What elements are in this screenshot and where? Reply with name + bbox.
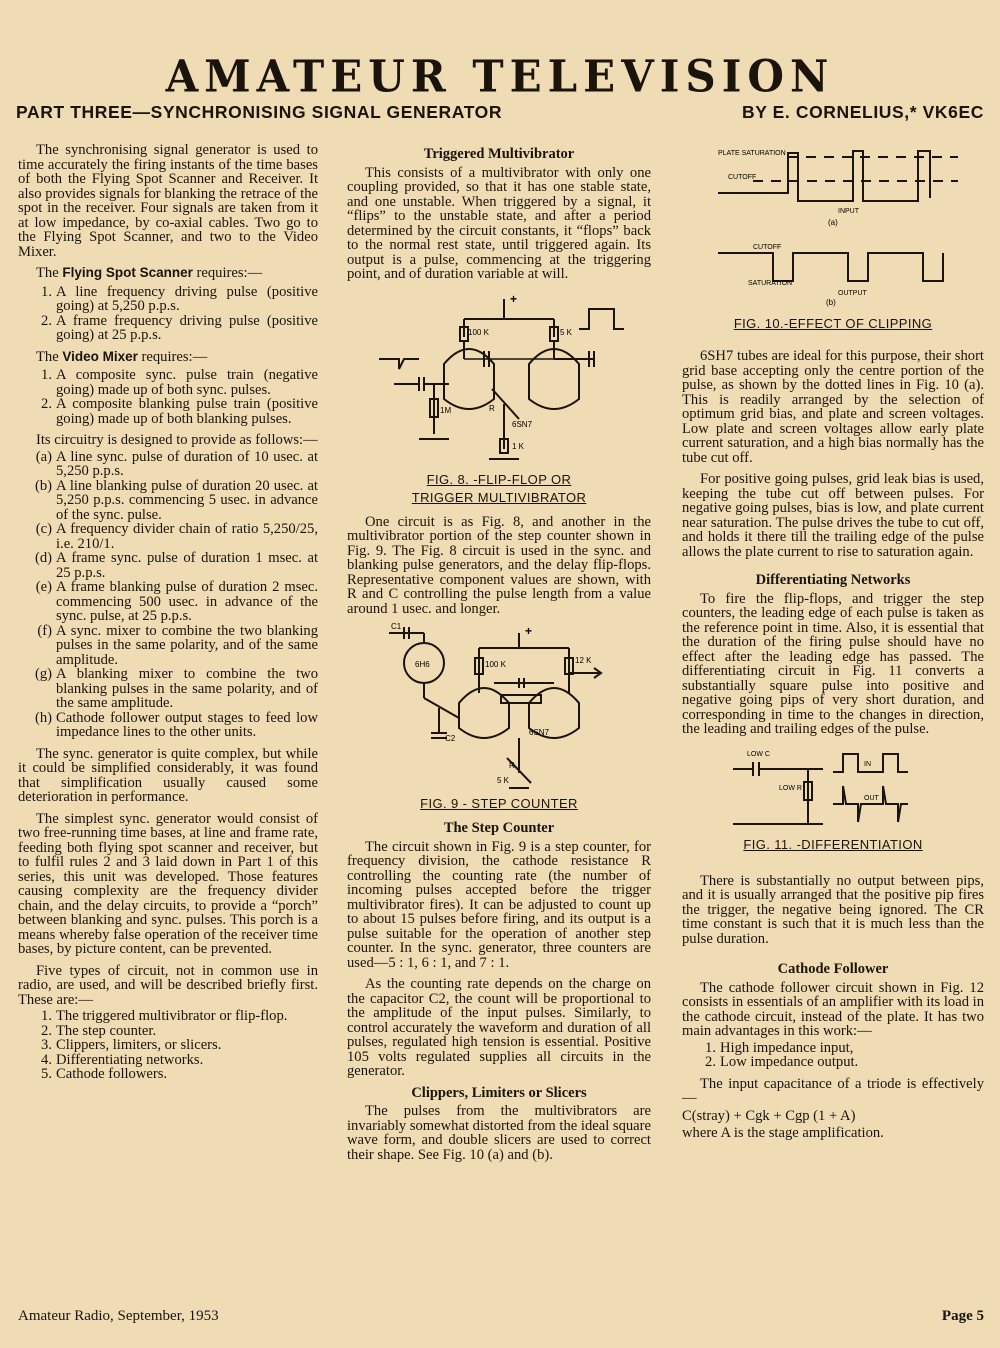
fig10-waveforms — [698, 143, 968, 313]
fig10-cutoff-a-label: CUTOFF — [728, 174, 757, 181]
paragraph: The input capacitance of a triode is effectively— — [682, 1075, 984, 1106]
list-item — [18, 667, 318, 711]
list-item — [18, 1067, 318, 1082]
paragraph: The simplest sync. generator would consist of two free-running time bases, at line and frame rate, feeding both flying spot scanner and receiver, but to fulfil rules 2 and 3 laid down in Part 1 of this series, this unit was developed. Those features causing complexity are the frequency divider chain, and the delay circuits, to provide a “porch” between blanking and sync. pulses. This porch is a means whereby false operation of the receiver time bases, by picture content, can be prevented. — [18, 810, 318, 957]
footer-page-number: Page 5 — [941, 1308, 984, 1324]
list-marker: 4. — [41, 1051, 52, 1068]
list-item — [18, 479, 318, 523]
paragraph: The circuit shown in Fig. 9 is a step counter, for frequency division, the cathode resistance R controlling the counting rate (the number of incoming pulses accepted before the trigger multivibrator fires). It can be adjusted to count up to about 15 pulses before firing, and its output is a pulse suitable for the operation of another step counter. In the sync. generator, three counters are used—5 : 1, 6 : 1, and 7 : 1. — [347, 838, 651, 971]
paragraph: One circuit is as Fig. 8, and another in the multivibrator portion of the step counter shown in Fig. 9. The Fig. 8 circuit is used in the sync. and blanking pulse generators, and the delay flip-flops. Representative component values are shown, with R and C controlling the pulse length from a value around 1 usec. and longer. — [347, 513, 651, 617]
fig11-in-label: IN — [864, 760, 871, 768]
article-part: PART THREE—SYNCHRONISING SIGNAL GENERATOR — [16, 102, 503, 122]
list-lead — [36, 350, 318, 365]
fig10-saturation-label: SATURATION — [748, 280, 793, 287]
list-marker: (d) — [34, 550, 52, 566]
list-item — [18, 368, 318, 397]
fig9-schematic — [379, 623, 619, 793]
list-item — [18, 1038, 318, 1053]
fig8-cathode-label: 1 K — [512, 441, 525, 451]
list-item — [18, 522, 318, 551]
list-item — [18, 711, 318, 740]
fig8-r1-label: 100 K — [468, 327, 489, 337]
column-1 — [18, 143, 318, 1089]
list-text: A line frequency driving pulse (positive going) at 5,250 p.p.s. — [56, 283, 318, 314]
list-text: A frequency divider chain of ratio 5,250/25, i.e. 210/1. — [56, 521, 318, 552]
list-marker: (a) — [35, 448, 52, 465]
footer-publication: Amateur Radio, September, 1953 — [18, 1308, 219, 1324]
paragraph: To fire the flip-flops, and trigger the step counters, the leading edge of each pulse is taken as the reference point in time. Also, it is essential that the duration of the firing pulse should have no effect after the leading edge has passed. The differentiating circuit in Fig. 11 converts a substantially square pulse into positive and negative going pips of very short duration, and corresponding in time to the changes in direction, the leading and trailing edges of the pulse. — [682, 590, 984, 737]
fig9-r-label: R — [509, 761, 515, 770]
list-text: A frame blanking pulse of duration 2 msec. commencing 500 usec. in advance of the sync. pulse, at 25 p.p.s. — [56, 579, 318, 624]
list-item — [18, 450, 318, 479]
fig8-r2-label: 5 K — [560, 327, 573, 337]
lead-term: Video Mixer — [62, 348, 138, 364]
list-lead — [36, 266, 318, 281]
vm-requirements-list — [18, 368, 318, 426]
list-item — [682, 1041, 984, 1056]
list-item — [18, 285, 318, 314]
list-text: A frame frequency driving pulse (positive going) at 25 p.p.s. — [56, 312, 318, 343]
paragraph: The sync. generator is quite complex, but while it could be simplified considerably, it was found that simplification usually caused some deterioration in performance. — [18, 745, 318, 805]
fig8-schematic — [374, 289, 624, 469]
fig8-tube-label: 6SN7 — [512, 419, 533, 429]
list-marker: (b) — [34, 477, 52, 494]
list-marker: (e) — [35, 579, 52, 595]
list-marker: (g) — [34, 666, 52, 682]
list-text: The triggered multivibrator or flip-flop. — [56, 1008, 288, 1024]
paragraph: The pulses from the multivibrators are invariably somewhat distorted from the ideal square wave form, and double slicers are used to correct their shape. See Fig. 10 (a) and (b). — [347, 1103, 651, 1163]
list-marker: (f) — [37, 622, 52, 639]
fig10-caption: FIG. 10.-EFFECT OF CLIPPING — [733, 316, 933, 331]
fig9-cathode-label: 5 K — [497, 776, 510, 785]
list-marker: 2. — [41, 312, 52, 329]
article-byline: BY E. CORNELIUS,* VK6EC — [741, 102, 984, 122]
list-text: A composite sync. pulse train (negative going) made up of both sync. pulses. — [56, 367, 318, 398]
list-text: Cathode follower output stages to feed low impedance lines to the other units. — [56, 709, 318, 740]
fig9-c1-label: C1 — [391, 623, 402, 631]
list-marker: 2. — [705, 1054, 716, 1070]
section-heading: Differentiating Networks — [755, 572, 911, 588]
fig9-r2-label: 12 K — [575, 656, 592, 665]
paragraph: This consists of a multivibrator with only one coupling provided, so that it has one stable state, and one unstable. When triggered by a signal, it “flips” to the unstable state, and after a period determined by the circuit constants, it “flops” back to the normal rest state, until triggered again. Its output is a pulse, commencing at the triggering point, and of duration variable at will. — [347, 164, 651, 282]
advantages-list — [682, 1041, 984, 1070]
fig9-bplus-label: + — [525, 624, 533, 638]
fig11-lowc-label: LOW C — [747, 750, 770, 758]
list-text: A line sync. pulse of duration of 10 usec. at 5,250 p.p.s. — [56, 448, 318, 479]
list-text: A composite blanking pulse train (positive going) made up of both blanking pulses. — [56, 396, 318, 427]
fig11-schematic — [733, 744, 933, 834]
fig8-r-label: R — [489, 403, 495, 413]
column-3 — [682, 143, 984, 1141]
section-heading: The Step Counter — [443, 820, 555, 836]
paragraph: The cathode follower circuit shown in Fig. 12 consists in essentials of an amplifier with its load in the cathode circuit, instead of the plate. It has two main advantages in this work:— — [682, 979, 984, 1039]
list-text: Cathode followers. — [56, 1066, 168, 1082]
list-item — [18, 397, 318, 426]
fig10-cutoff-b-label: CUTOFF — [753, 244, 782, 251]
list-text: A frame sync. pulse of duration 1 msec. at 25 p.p.s. — [56, 550, 318, 581]
list-text: The step counter. — [56, 1022, 157, 1039]
paragraph: Five types of circuit, not in common use in radio, are used, and will be described briefly first. These are:— — [18, 962, 318, 1008]
list-text: Differentiating networks. — [56, 1051, 204, 1068]
article-title: AMATEUR TELEVISION — [165, 50, 835, 103]
lead-text: The — [36, 265, 59, 281]
fig11-lowr-label: LOW R — [779, 784, 802, 792]
fig9-caption: FIG. 9 - STEP COUNTER — [420, 796, 578, 811]
list-text: A sync. mixer to combine the two blanking pulses in the same polarity, and of the same amplitude. — [56, 622, 318, 668]
list-item — [18, 1024, 318, 1039]
list-marker: 1. — [705, 1039, 716, 1056]
formula: C(stray) + Cgk + Cgp (1 + A) — [682, 1107, 856, 1124]
paragraph: 6SH7 tubes are ideal for this purpose, their short grid base accepting only the centre portion of the pulse, as shown by the dotted lines in Fig. 10 (a). This is readily arranged by the selection of optimum grid bias, and plate and screen voltages. Low plate and screen voltages allow early plate current saturation, and a high bias normally has the tube cut off. — [682, 348, 984, 466]
fig10-b-label: (b) — [826, 298, 836, 307]
section-heading: Triggered Multivibrator — [423, 146, 575, 162]
fig9-r1-label: 100 K — [485, 660, 506, 669]
list-item — [18, 580, 318, 624]
fig8-bplus-label: + — [510, 291, 518, 306]
list-item — [18, 624, 318, 668]
paragraph: The synchronising signal generator is used to time accurately the firing instants of the time bases of both the Flying Spot Scanner and Receiver. It also provides signals for blanking the retrace of the spot in the receiver. Four signals are taken from it at low impedance, by co-axial cables. Two go to the Flying Spot Scanner, and two to the Video Mixer. — [18, 142, 318, 260]
list-marker: 1. — [41, 367, 52, 383]
list-text: High impedance input, — [720, 1039, 854, 1056]
circuitry-list — [18, 450, 318, 740]
fig8-caption — [347, 471, 651, 507]
lead-term: Flying Spot Scanner — [62, 265, 193, 280]
list-marker: 2. — [41, 1022, 52, 1039]
list-item — [682, 1055, 984, 1070]
list-marker: (h) — [34, 709, 52, 726]
paragraph: As the counting rate depends on the charge on the capacitor C2, the count will be proportional to the amplitude of the input pulses. Similarly, to control accurately the waveform and duration of all pulses, regulated high tension is essential. Positive 105 volts regulated supplies all circuits in the generator. — [347, 976, 651, 1079]
caption-line: TRIGGER MULTIVIBRATOR — [411, 489, 587, 505]
list-marker: 3. — [41, 1037, 52, 1053]
fig10-output-label: OUTPUT — [838, 290, 867, 297]
lead-text: requires:— — [196, 265, 263, 281]
fig10-a-label: (a) — [828, 218, 838, 227]
paragraph: Its circuitry is designed to provide as follows:— — [36, 432, 318, 448]
list-text: A blanking mixer to combine the two blanking pulses in the same polarity, and of the same amplitude. — [56, 666, 318, 711]
fig11-out-label: OUT — [864, 794, 879, 802]
list-marker: 2. — [41, 396, 52, 412]
fig9-c2-label: C2 — [445, 734, 456, 743]
list-item — [18, 314, 318, 343]
fig10-input-label: INPUT — [838, 208, 859, 215]
lead-text: requires:— — [141, 348, 208, 365]
list-item — [18, 1009, 318, 1024]
section-heading: Cathode Follower — [777, 961, 889, 977]
list-item — [18, 1053, 318, 1068]
list-text: A line blanking pulse of duration 20 usec. at 5,250 p.p.s. commencing 5 usec. in advance of the sync. pulse. — [56, 477, 318, 523]
list-marker: 1. — [41, 1008, 52, 1024]
paragraph: There is substantially no output between pips, and it is usually arranged that the positive pip fires the trigger, the negative being ignored. The CR time constant is such that it is much less than the pulse duration. — [682, 872, 984, 947]
fig11-caption: FIG. 11. -DIFFERENTIATION — [743, 836, 923, 852]
paragraph: For positive going pulses, grid leak bias is used, keeping the tube cut off between pulses. For negative going pulses, bias is low, and plate current near saturation. The pulse drives the tube to cut off, and holds it there till the trailing edge of the pulse allows the plate current to rise to saturation again. — [682, 471, 984, 560]
lead-text: The — [36, 348, 59, 365]
fss-requirements-list — [18, 285, 318, 343]
list-marker: 1. — [41, 283, 52, 300]
fig10-plate-sat-label: PLATE SATURATION — [718, 150, 786, 157]
circuit-types-list — [18, 1009, 318, 1082]
list-marker: 5. — [41, 1066, 52, 1082]
list-marker: (c) — [35, 521, 52, 537]
list-item — [18, 551, 318, 580]
list-text: Low impedance output. — [720, 1054, 859, 1070]
fig9-diode-label: 6H6 — [415, 660, 430, 669]
section-heading: Clippers, Limiters or Slicers — [411, 1084, 587, 1101]
caption-line: FIG. 8. -FLIP-FLOP OR — [426, 471, 572, 487]
fig9-tube-label: 6SN7 — [529, 728, 550, 737]
fig8-grid-label: 1M — [440, 405, 452, 415]
list-text: Clippers, limiters, or slicers. — [56, 1037, 222, 1053]
paragraph: where A is the stage amplification. — [682, 1125, 884, 1141]
column-2 — [347, 143, 651, 1169]
